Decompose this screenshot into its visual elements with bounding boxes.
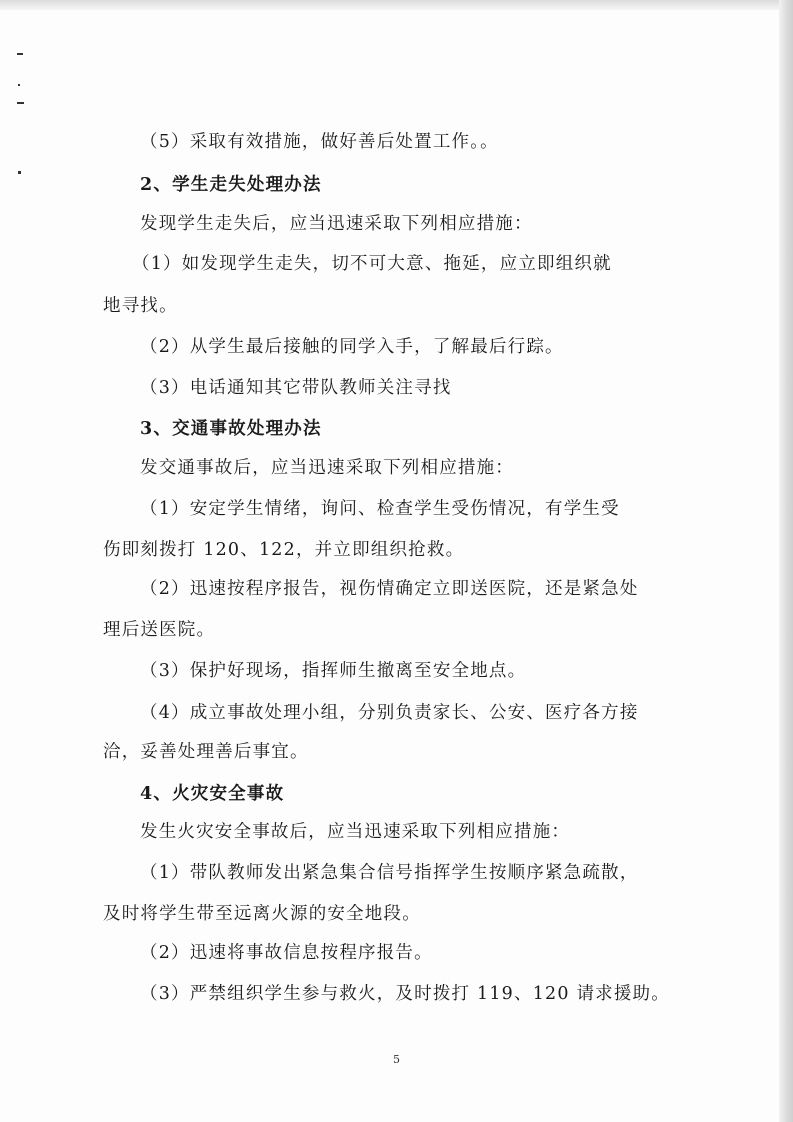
scan-mark (18, 84, 20, 86)
paragraph-line: 发生火灾安全事故后，应当迅速采取下列相应措施： (140, 822, 571, 842)
section-heading: 3、交通事故处理办法 (140, 419, 322, 439)
paragraph-line: （3）严禁组织学生参与救火，及时拨打 119、120 请求援助。 (140, 984, 670, 1004)
paragraph-line: 伤即刻拨打 120、122，并立即组织抢救。 (103, 540, 465, 560)
paragraph-line: （2）迅速将事故信息按程序报告。 (140, 943, 433, 963)
scan-mark (17, 102, 24, 104)
paragraph-line: （1）安定学生情绪，询问、检查学生受伤情况，有学生受 (140, 499, 620, 519)
paragraph-line: 地寻找。 (103, 296, 178, 316)
paragraph-line: （3）保护好现场，指挥师生撤离至安全地点。 (140, 661, 527, 681)
paragraph-line: 发现学生走失后，应当迅速采取下列相应措施： (140, 214, 533, 234)
paragraph-line: （2）从学生最后接触的同学入手，了解最后行踪。 (140, 337, 564, 357)
paragraph-line: 发交通事故后，应当迅速采取下列相应措施： (140, 458, 514, 478)
paragraph-line: （1）带队教师发出紧急集合信号指挥学生按顺序紧急疏散， (140, 863, 639, 883)
page-number: 5 (393, 1053, 400, 1066)
scan-mark (17, 53, 23, 55)
paragraph-line: 理后送医院。 (103, 620, 216, 640)
section-heading: 2、学生走失处理办法 (140, 175, 322, 195)
paragraph-line: （1）如发现学生走失，切不可大意、拖延，应立即组织就 (132, 254, 612, 274)
paragraph-line: 及时将学生带至远离火源的安全地段。 (103, 904, 421, 924)
paragraph-line: 洽，妥善处理善后事宜。 (103, 742, 309, 762)
paragraph-line: （5）采取有效措施，做好善后处置工作。。 (140, 132, 499, 152)
section-heading: 4、火灾安全事故 (140, 784, 285, 804)
paragraph-line: （3）电话通知其它带队教师关注寻找 (140, 378, 452, 398)
paragraph-line: （4）成立事故处理小组，分别负责家长、公安、医疗各方接 (140, 703, 639, 723)
paragraph-line: （2）迅速按程序报告，视伤情确定立即送医院，还是紧急处 (140, 579, 639, 599)
scan-mark (18, 171, 21, 174)
scan-top-edge (0, 0, 793, 10)
